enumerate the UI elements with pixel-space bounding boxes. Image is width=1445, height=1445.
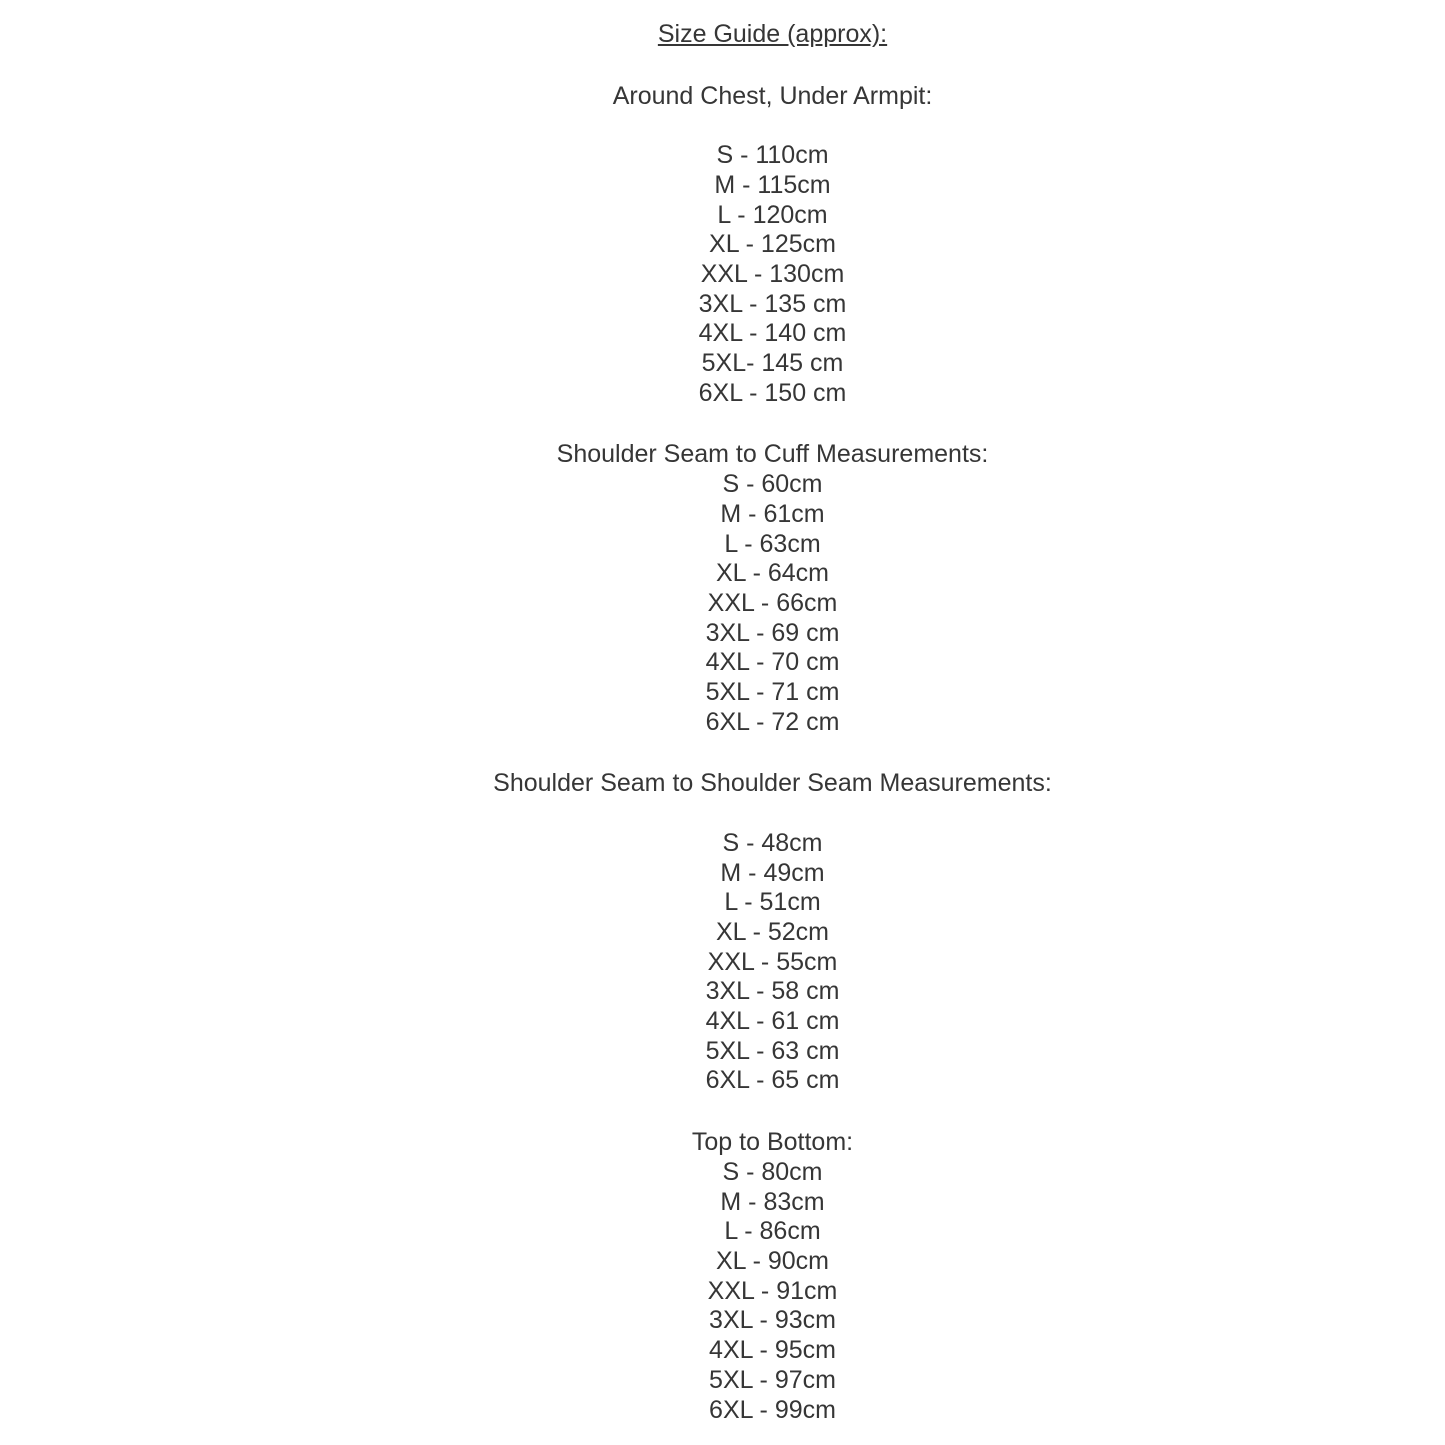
size-line: XXL - 66cm <box>707 588 838 617</box>
size-line: XXL - 130cm <box>700 259 845 288</box>
size-line: 4XL - 140 cm <box>698 319 847 348</box>
size-line: L - 63cm <box>724 529 821 558</box>
size-line: XL - 125cm <box>709 230 836 259</box>
section-heading: Top to Bottom: <box>691 1128 854 1157</box>
size-line: M - 49cm <box>720 858 825 887</box>
size-line: L - 51cm <box>724 888 821 917</box>
size-line: 5XL- 145 cm <box>701 349 844 378</box>
size-section <box>100 1128 1445 1425</box>
size-line: 3XL - 135 cm <box>698 289 847 318</box>
size-line: S - 48cm <box>722 828 823 857</box>
size-line: 4XL - 61 cm <box>705 1007 840 1036</box>
sections <box>100 82 1445 1426</box>
section-items <box>100 1158 1445 1425</box>
section-items <box>100 470 1445 737</box>
size-line: 6XL - 150 cm <box>698 378 847 407</box>
size-line: 5XL - 71 cm <box>705 678 840 707</box>
size-line: XL - 64cm <box>715 559 829 588</box>
size-line: S - 60cm <box>722 470 823 499</box>
section-items <box>100 141 1445 408</box>
size-line: M - 83cm <box>720 1187 825 1216</box>
size-section <box>100 82 1445 409</box>
section-heading: Shoulder Seam to Cuff Measurements: <box>556 440 989 469</box>
section-heading: Shoulder Seam to Shoulder Seam Measurements: <box>493 769 1052 798</box>
size-line: S - 80cm <box>722 1157 823 1186</box>
size-line: 3XL - 58 cm <box>705 977 840 1006</box>
size-line: XXL - 91cm <box>707 1276 838 1305</box>
size-line: 6XL - 99cm <box>709 1395 836 1424</box>
size-line: XL - 90cm <box>715 1246 829 1275</box>
size-line: XL - 52cm <box>715 917 829 946</box>
size-line: XXL - 55cm <box>707 947 838 976</box>
size-line: 5XL - 63 cm <box>705 1036 840 1065</box>
size-section <box>100 769 1445 1096</box>
size-line: 6XL - 72 cm <box>705 707 840 736</box>
page-title: Size Guide (approx): <box>657 20 888 48</box>
size-line: M - 61cm <box>720 499 825 528</box>
size-line: M - 115cm <box>714 170 831 199</box>
section-heading: Around Chest, Under Armpit: <box>612 81 933 110</box>
size-line: 3XL - 93cm <box>709 1306 836 1335</box>
size-line: 4XL - 95cm <box>709 1336 836 1365</box>
size-line: 5XL - 97cm <box>709 1365 836 1394</box>
size-section <box>100 440 1445 737</box>
section-items <box>100 829 1445 1096</box>
size-line: 6XL - 65 cm <box>705 1066 840 1095</box>
size-line: L - 120cm <box>717 200 828 229</box>
size-line: S - 110cm <box>716 141 829 170</box>
size-line: L - 86cm <box>724 1217 821 1246</box>
size-line: 4XL - 70 cm <box>705 648 840 677</box>
size-line: 3XL - 69 cm <box>705 618 840 647</box>
